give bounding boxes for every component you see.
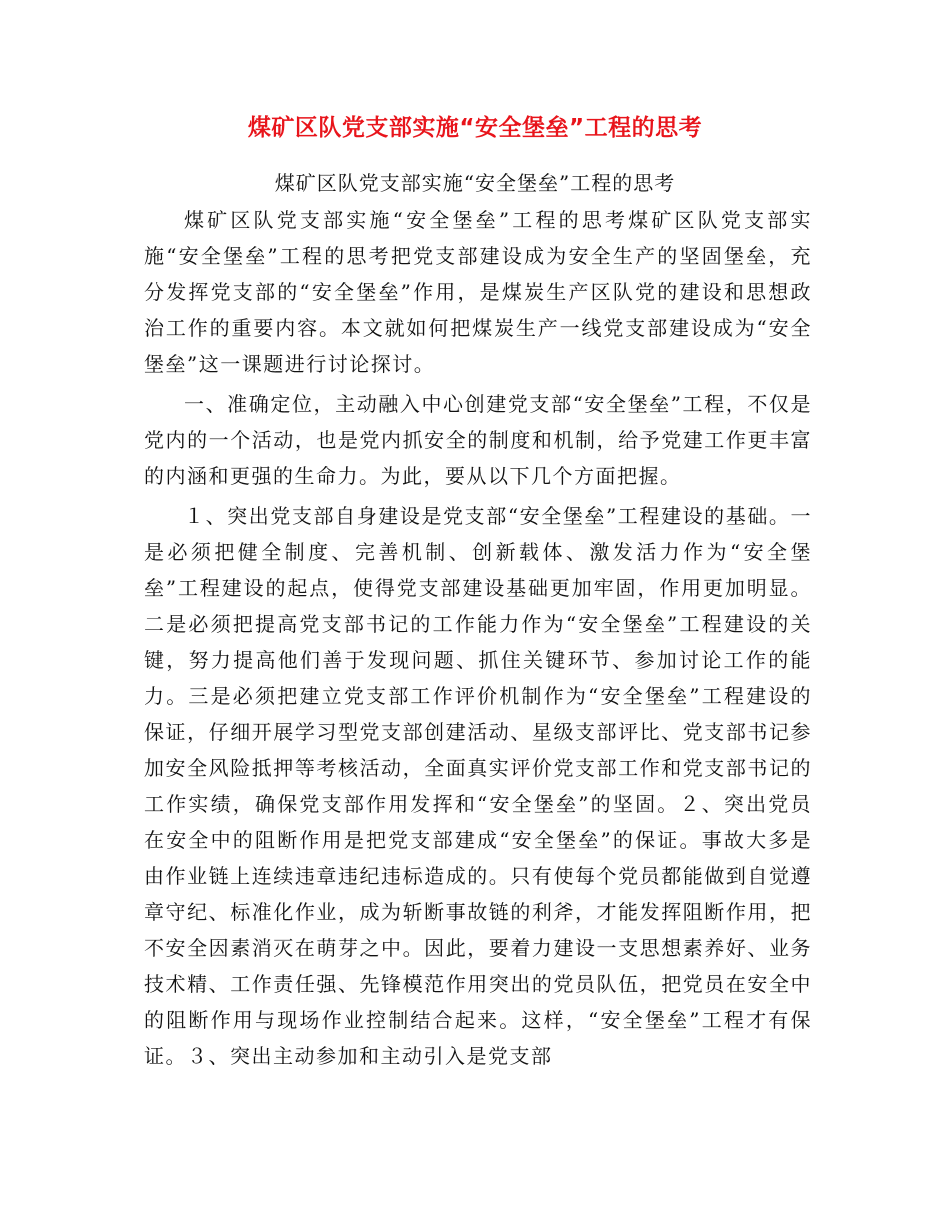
paragraph-intro: 煤矿区队党支部实施“安全堡垒”工程的思考煤矿区队党支部实施“安全堡垒”工程的思考把党支部建设成为安全生产的坚固堡垒，充分发挥党支部的“安全堡垒”作用，是煤炭生产区队党的建设和思想政治工作的重要内容。本文就如何把煤炭生产一线党支部建设成为“安全堡垒”这一课题进行讨论探讨。	[144, 208, 812, 376]
document-subtitle: 煤矿区队党支部实施“安全堡垒”工程的思考	[274, 171, 676, 195]
paragraph-points: １、突出党支部自身建设是党支部“安全堡垒”工程建设的基础。一是必须把健全制度、完善机制、创新载体、激发活力作为“安全堡垒”工程建设的起点，使得党支部建设基础更加牢固，作用更加明显。二是必须把提高党支部书记的工作能力作为“安全堡垒”工程建设的关键，努力提高他们善于发现问题、抓住关键环节、参加讨论工作的能力。三是必须把建立党支部工作评价机制作为“安全堡垒”工程建设的保证，仔细开展学习型党支部创建活动、星级支部评比、党支部书记参加安全风险抵押等考核活动，全面真实评价党支部工作和党支部书记的工作实绩，确保党支部作用发挥和“安全堡垒”的坚固。２、突出党员在安全中的阻断作用是把党支部建成“安全堡垒”的保证。事故大多是由作业链上连续违章违纪违标造成的。只有使每个党员都能做到自觉遵章守纪、标准化作业，成为斩断事故链的利斧，才能发挥阻断作用，把不安全因素消灭在萌芽之中。因此，要着力建设一支思想素养好、业务技术精、工作责任强、先锋模范作用突出的党员队伍，把党员在安全中的阻断作用与现场作业控制结合起来。这样，“安全堡垒”工程才有保证。３、突出主动参加和主动引入是党支部	[144, 504, 812, 1068]
paragraph-section-one: 一、准确定位，主动融入中心创建党支部“安全堡垒”工程，不仅是党内的一个活动，也是党内抓安全的制度和机制，给予党建工作更丰富的内涵和更强的生命力。为此，要从以下几个方面把握。	[144, 392, 812, 488]
document-title: 煤矿区队党支部实施“安全堡垒”工程的思考	[247, 115, 703, 141]
document-body	[144, 202, 812, 1078]
